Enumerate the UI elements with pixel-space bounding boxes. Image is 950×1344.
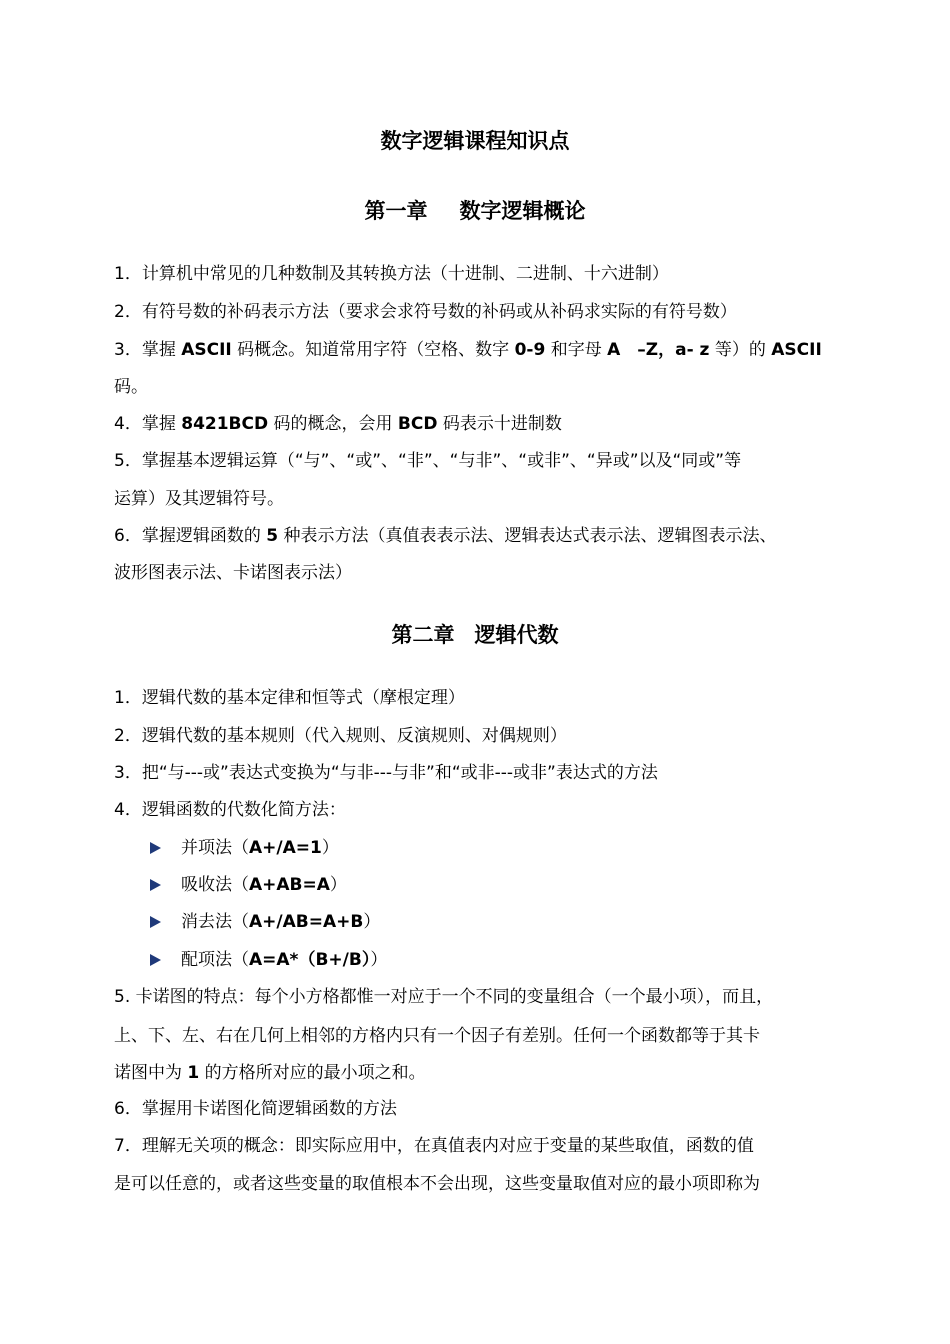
ch1-item-6-continued: 波形图表示法、卡诺图表示法） xyxy=(114,563,352,583)
digit-range: 0-9 xyxy=(514,340,546,360)
ch2-item-6: 6．掌握用卡诺图化简逻辑函数的方法 xyxy=(114,1099,397,1119)
document-title: 数字逻辑课程知识点 xyxy=(380,129,570,153)
ch1-item-3-text: 等）的 xyxy=(709,340,772,360)
ch2-item-5-text: 的方格所对应的最小项之和。 xyxy=(199,1063,426,1083)
ch2-item-5-continued: 上、下、左、右在几何上相邻的方格内只有一个因子有差别。任何一个函数都等于其卡 xyxy=(114,1026,760,1046)
method-close: ） xyxy=(321,838,339,858)
ch2-item-2: 2．逻辑代数的基本规则（代入规则、反演规则、对偶规则） xyxy=(114,726,567,746)
ch1-item-1: 1．计算机中常见的几种数制及其转换方法（十进制、二进制、十六进制） xyxy=(114,264,669,284)
method-name: 并项法（ xyxy=(181,838,249,858)
chapter-2-number: 第二章 xyxy=(391,623,455,647)
chapter-2-heading xyxy=(0,620,950,650)
ch1-item-4-text: 4．掌握 xyxy=(114,414,182,434)
chapter-2-name: 逻辑代数 xyxy=(474,623,559,647)
ch1-item-4-text: 码的概念，会用 xyxy=(268,414,398,434)
chapter-1-number: 第一章 xyxy=(364,199,428,223)
ch2-item-5: 5. 卡诺图的特点：每个小方格都惟一对应于一个不同的变量组合（一个最小项），而且， xyxy=(114,987,774,1007)
ch1-item-3-text: 码概念。知道常用字符（空格、数字 xyxy=(231,340,515,360)
ch1-item-2: 2．有符号数的补码表示方法（要求会求符号数的补码或从补码求实际的有符号数） xyxy=(114,302,737,322)
ch1-item-4-text: 码表示十进制数 xyxy=(437,414,562,434)
ch2-item-5-text: 诺图中为 xyxy=(114,1063,188,1083)
method-formula: A+/A=1 xyxy=(249,838,322,858)
ch2-item-5-continued xyxy=(114,1061,844,1085)
ch1-item-6 xyxy=(114,524,844,548)
method-item xyxy=(150,948,387,972)
ch1-item-3-continued: 码。 xyxy=(114,377,148,397)
method-formula: A+/AB=A+B xyxy=(249,912,364,932)
ch1-item-3-text: 3．掌握 xyxy=(114,340,182,360)
method-item xyxy=(150,910,380,934)
method-formula: A+AB=A xyxy=(249,875,330,895)
chapter-1-heading xyxy=(0,196,950,226)
method-name: 吸收法（ xyxy=(181,875,249,895)
ch1-item-6-text: 6．掌握逻辑函数的 xyxy=(114,526,267,546)
ch1-item-6-text: 种表示方法（真值表表示法、逻辑表达式表示法、逻辑图表示法、 xyxy=(278,526,777,546)
ascii-term: ASCII xyxy=(181,340,232,360)
bcd-term: 8421BCD xyxy=(181,414,269,434)
ch1-item-3 xyxy=(114,338,844,362)
ascii-term: ASCII xyxy=(771,340,822,360)
ch1-item-4 xyxy=(114,412,844,436)
ch2-item-7-continued: 是可以任意的，或者这些变量的取值根本不会出现，这些变量取值对应的最小项即称为 xyxy=(114,1174,760,1194)
ch2-item-7: 7．理解无关项的概念：即实际应用中，在真值表内对应于变量的某些取值，函数的值 xyxy=(114,1136,754,1156)
ch2-item-4: 4．逻辑函数的代数化简方法： xyxy=(114,800,346,820)
ch1-item-5-continued: 运算）及其逻辑符号。 xyxy=(114,489,284,509)
method-formula: A=A*（B+/B） xyxy=(249,950,371,970)
triangle-bullet-icon xyxy=(150,916,161,928)
method-name: 配项法（ xyxy=(181,950,249,970)
method-close: ） xyxy=(370,950,388,970)
method-close: ） xyxy=(329,875,347,895)
method-name: 消去法（ xyxy=(181,912,249,932)
ch2-item-3: 3．把“与---或”表达式变换为“与非---与非”和“或非---或非”表达式的方法 xyxy=(114,763,658,783)
chapter-1-name: 数字逻辑概论 xyxy=(459,199,586,223)
triangle-bullet-icon xyxy=(150,954,161,966)
ch1-item-5: 5．掌握基本逻辑运算（“与”、“或”、“非”、“与非”、“或非”、“异或”以及“同或”等 xyxy=(114,451,742,471)
bcd-term: BCD xyxy=(397,414,438,434)
method-item xyxy=(150,836,339,860)
one-digit: 1 xyxy=(187,1063,200,1083)
count-number: 5 xyxy=(266,526,279,546)
ch1-item-3-text: 和字母 xyxy=(545,340,608,360)
triangle-bullet-icon xyxy=(150,842,161,854)
triangle-bullet-icon xyxy=(150,879,161,891)
ch2-item-1: 1．逻辑代数的基本定律和恒等式（摩根定理） xyxy=(114,688,465,708)
method-item xyxy=(150,873,347,897)
method-close: ） xyxy=(363,912,381,932)
letter-range: A –Z，a- z xyxy=(607,340,710,360)
